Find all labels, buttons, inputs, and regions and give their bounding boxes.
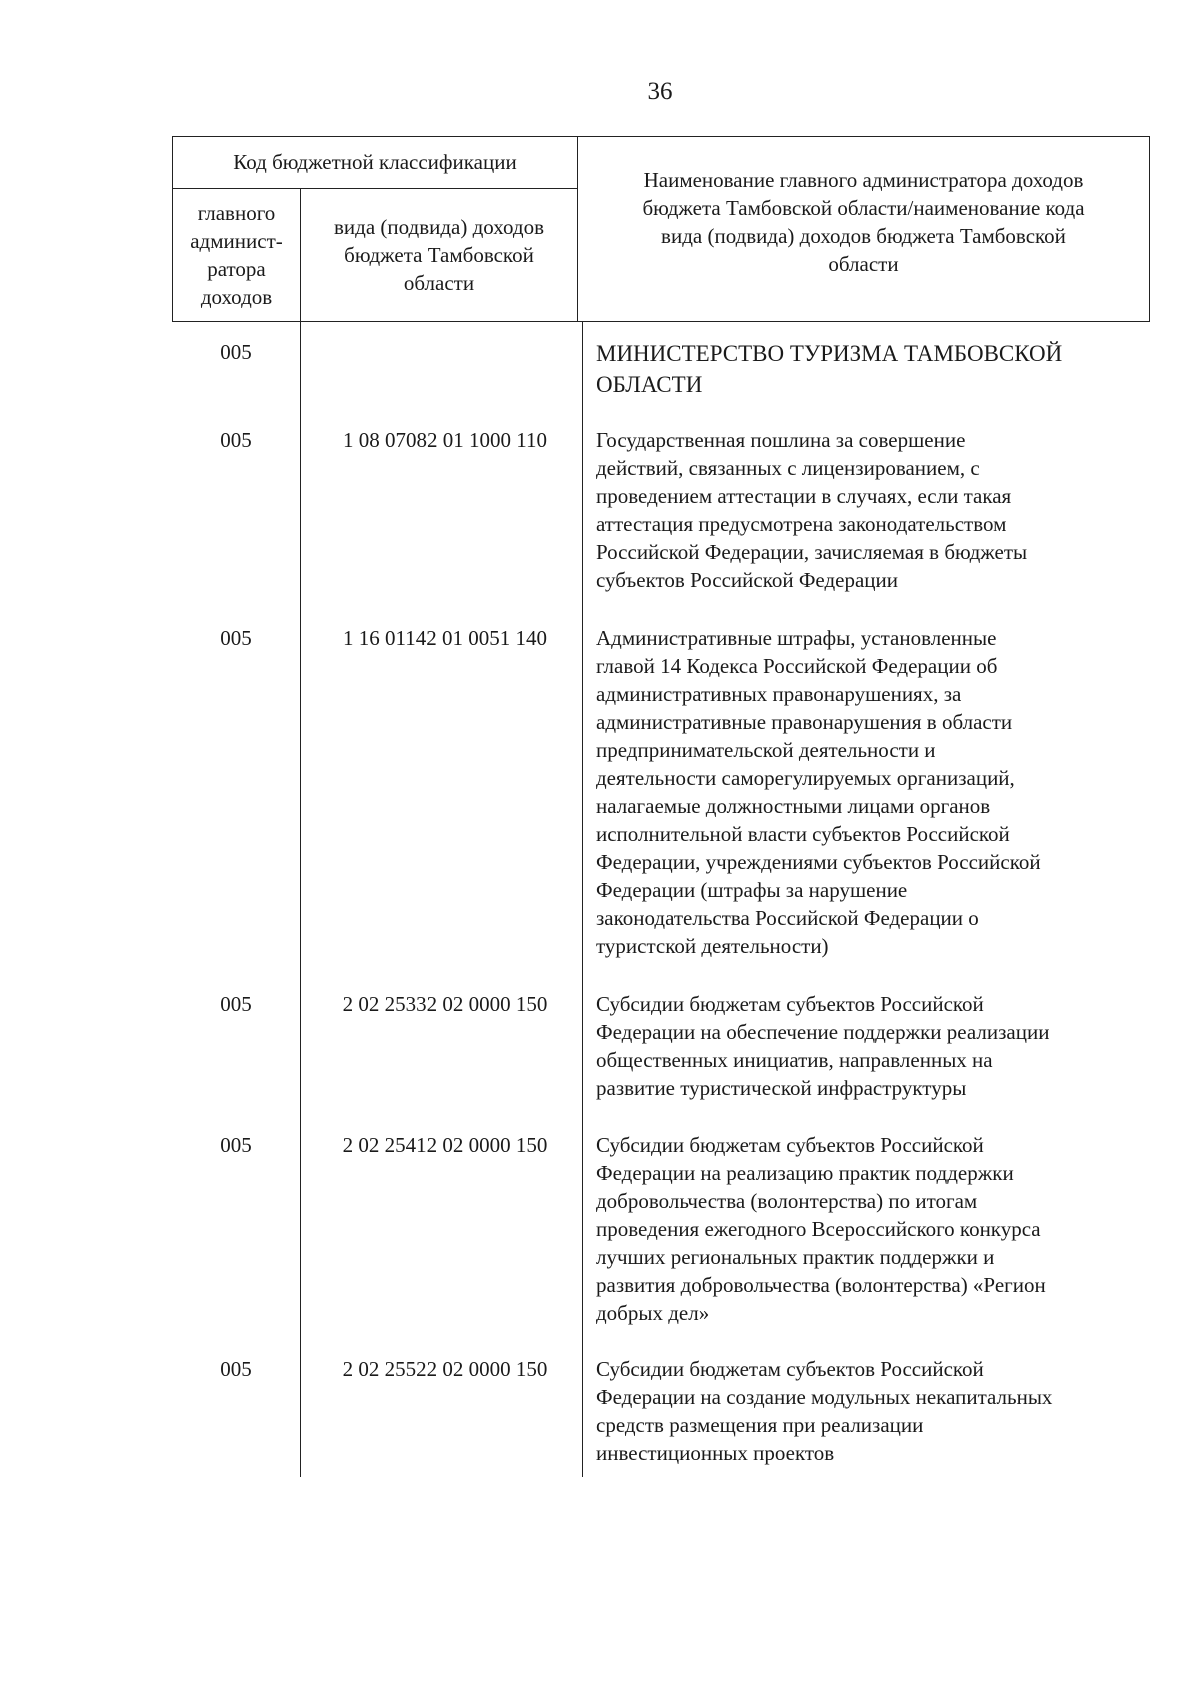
name-cell: Субсидии бюджетам субъектов Российской Федерации на создание модульных некапитальных средств размещения при реализации инвестиционных проектов: [596, 1357, 1053, 1465]
income-code-cell: 2 02 25332 02 0000 150: [342, 992, 548, 1016]
name-cell: Субсидии бюджетам субъектов Российской Федерации на обеспечение поддержки реализации общественных инициатив, направленных на развитие туристической инфраструктуры: [596, 992, 1050, 1100]
income-code-cell: 1 08 07082 01 1000 110: [343, 428, 547, 452]
column-divider-2: [582, 322, 583, 1477]
header-name-column: Наименование главного администратора доходов бюджета Тамбовской области/наименование кода вида (подвида) доходов бюджета Тамбовской области: [642, 168, 1085, 276]
header-budget-code-group: Код бюджетной классификации: [173, 137, 578, 189]
name-cell: МИНИСТЕРСТВО ТУРИЗМА ТАМБОВСКОЙ ОБЛАСТИ: [596, 341, 1063, 397]
admin-code-cell: 005: [220, 1357, 252, 1381]
name-cell: Государственная пошлина за совершение действий, связанных с лицензированием, с проведением аттестации в случаях, если такая аттестация предусмотрена законодательством Российской Федерации, зачисляемая в бюджеты субъектов Российской Федерации: [596, 428, 1028, 592]
name-cell: Административные штрафы, установленные главой 14 Кодекса Российской Федерации об административных правонарушениях, за административные правонарушения в области предпринимательской деятельности и деятельности саморегулируемых организаций, налагаемые должностными лицами органов исполнительной власти субъектов Российской Федерации, учреждениями субъектов Российской Федерации (штрафы за нарушение законодательства Российской Федерации о туристской деятельности): [596, 626, 1041, 958]
admin-code-cell: 005: [220, 992, 252, 1016]
page-number: 36: [647, 78, 673, 105]
income-code-cell: 2 02 25522 02 0000 150: [342, 1357, 548, 1381]
income-code-cell: 1 16 01142 01 0051 140: [343, 626, 547, 650]
income-code-cell: 2 02 25412 02 0000 150: [342, 1133, 548, 1157]
admin-code-cell: 005: [220, 340, 252, 364]
admin-code-cell: 005: [220, 626, 252, 650]
column-divider-1: [300, 322, 301, 1477]
name-cell: Субсидии бюджетам субъектов Российской Федерации на реализацию практик поддержки добровольчества (волонтерства) по итогам проведения ежегодного Всероссийского конкурса лучших региональных практик поддержки и развития добровольчества (волонтерства) «Регион добрых дел»: [596, 1133, 1046, 1325]
admin-code-cell: 005: [220, 428, 252, 452]
header-admin-column: главного админист- ратора доходов: [173, 189, 301, 321]
admin-code-cell: 005: [220, 1133, 252, 1157]
header-income-kind-column: вида (подвида) доходов бюджета Тамбовской области: [301, 189, 578, 321]
table-header: [172, 136, 1150, 322]
